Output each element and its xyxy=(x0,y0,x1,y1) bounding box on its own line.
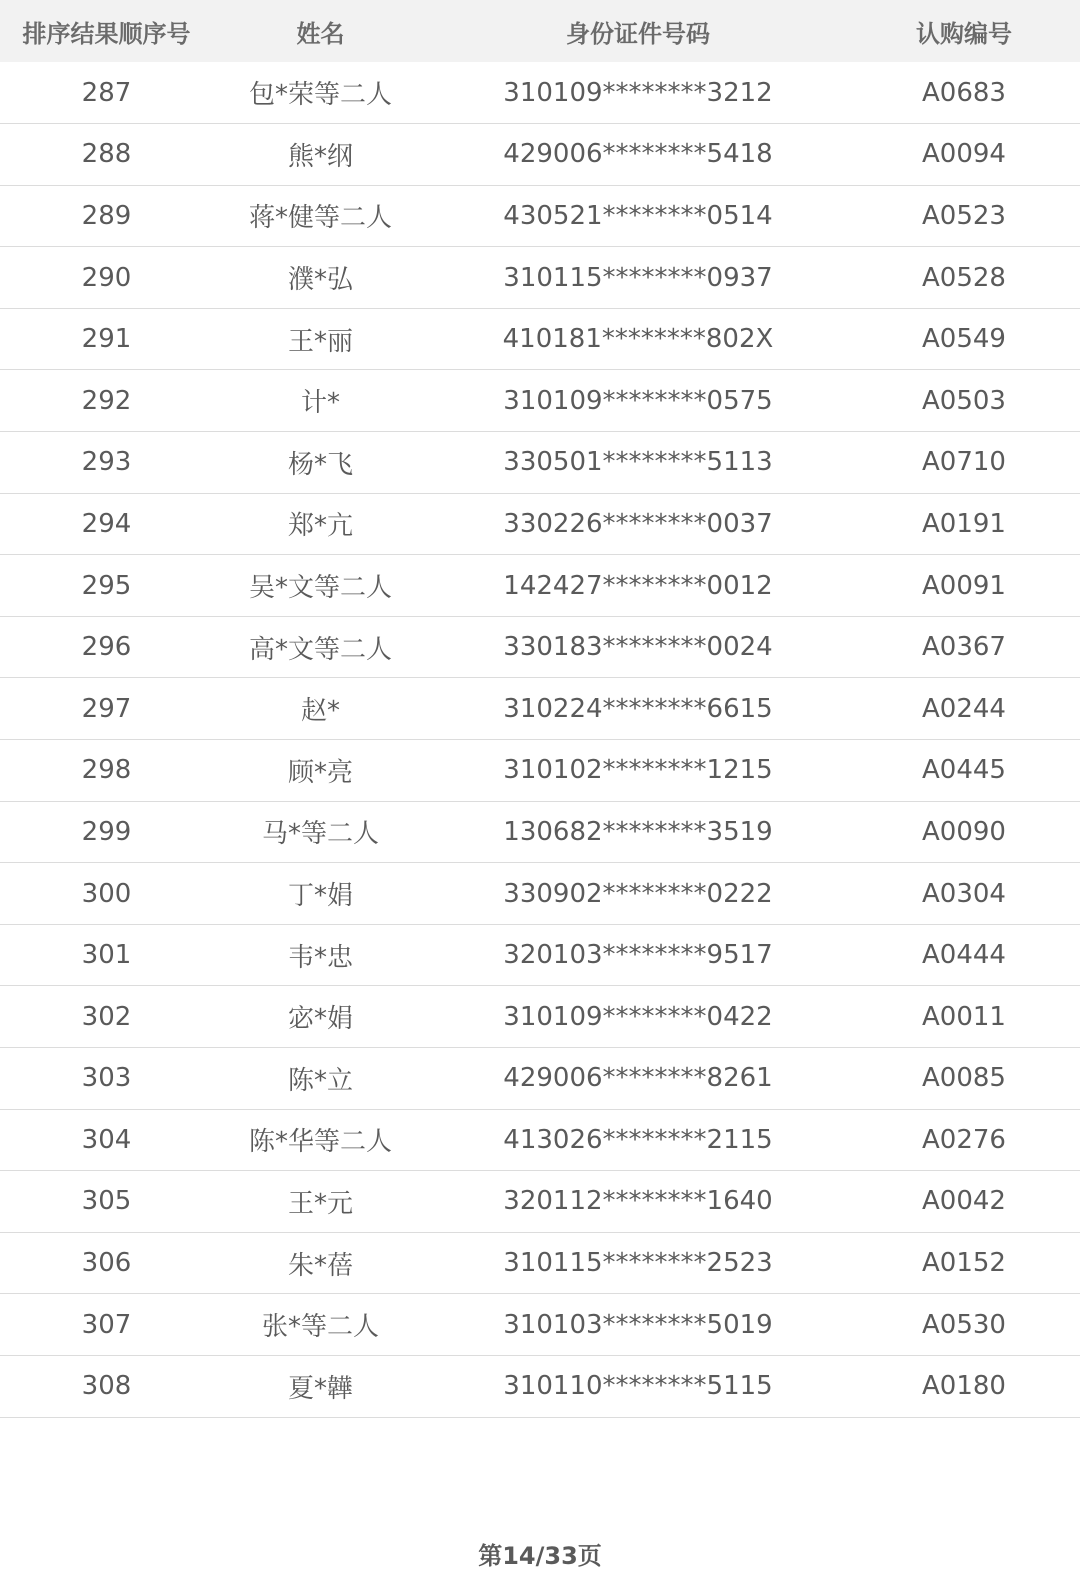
cell-name: 杨*飞 xyxy=(287,449,353,480)
cell-name: 计* xyxy=(300,388,340,419)
table-row xyxy=(0,555,1080,617)
table-row xyxy=(0,616,1080,678)
cell-rank: 292 xyxy=(81,385,132,416)
cell-subscription-number: A0244 xyxy=(922,693,1006,724)
cell-subscription-number: A0091 xyxy=(922,570,1006,601)
cell-id-number: 330183********0024 xyxy=(503,632,773,663)
cell-rank: 303 xyxy=(81,1063,132,1094)
table-row xyxy=(0,493,1080,555)
cell-subscription-number: A0180 xyxy=(922,1371,1006,1402)
cell-name: 熊*纲 xyxy=(287,141,353,172)
cell-id-number: 429006********5418 xyxy=(503,139,773,170)
table-row xyxy=(0,247,1080,309)
cell-rank: 288 xyxy=(81,139,132,170)
cell-rank: 302 xyxy=(81,1001,132,1032)
cell-name: 丁*娟 xyxy=(287,881,353,912)
header-row xyxy=(0,0,1080,62)
cell-id-number: 310109********0575 xyxy=(503,385,773,416)
table-row xyxy=(0,432,1080,494)
cell-subscription-number: A0523 xyxy=(922,200,1006,231)
cell-rank: 287 xyxy=(81,77,132,108)
header-rank: 排序结果顺序号 xyxy=(22,19,191,48)
cell-subscription-number: A0042 xyxy=(922,1186,1006,1217)
cell-subscription-number: A0085 xyxy=(922,1063,1006,1094)
cell-subscription-number: A0444 xyxy=(922,940,1006,971)
cell-subscription-number: A0090 xyxy=(922,816,1006,847)
cell-rank: 301 xyxy=(81,940,132,971)
header-id-number: 身份证件号码 xyxy=(566,19,710,48)
cell-rank: 298 xyxy=(81,755,132,786)
cell-name: 宓*娟 xyxy=(287,1004,353,1035)
cell-subscription-number: A0094 xyxy=(922,139,1006,170)
cell-id-number: 320112********1640 xyxy=(503,1186,773,1217)
table-row xyxy=(0,801,1080,863)
table-row xyxy=(0,185,1080,247)
cell-id-number: 320103********9517 xyxy=(503,940,773,971)
page-number: 第14/33页 xyxy=(478,1542,602,1570)
table-row xyxy=(0,124,1080,186)
cell-name: 王*元 xyxy=(287,1188,353,1219)
cell-rank: 290 xyxy=(81,262,132,293)
cell-id-number: 142427********0012 xyxy=(503,570,773,601)
table-row xyxy=(0,1232,1080,1294)
cell-name: 包*荣等二人 xyxy=(248,80,392,111)
table-row xyxy=(0,924,1080,986)
cell-name: 韦*忠 xyxy=(287,942,353,973)
cell-rank: 305 xyxy=(81,1186,132,1217)
cell-id-number: 330501********5113 xyxy=(503,447,773,478)
cell-name: 赵* xyxy=(300,696,340,727)
cell-subscription-number: A0367 xyxy=(922,632,1006,663)
table-row xyxy=(0,1355,1080,1417)
cell-name: 马*等二人 xyxy=(261,819,379,850)
table-row xyxy=(0,1171,1080,1233)
table-row xyxy=(0,1109,1080,1171)
cell-subscription-number: A0503 xyxy=(922,385,1006,416)
cell-subscription-number: A0276 xyxy=(922,1124,1006,1155)
header-subscription-number: 认购编号 xyxy=(916,19,1012,48)
cell-name: 蒋*健等二人 xyxy=(248,203,392,234)
cell-name: 吴*文等二人 xyxy=(248,573,392,604)
cell-rank: 304 xyxy=(81,1124,132,1155)
cell-id-number: 310224********6615 xyxy=(503,693,773,724)
cell-subscription-number: A0152 xyxy=(922,1248,1006,1279)
cell-name: 张*等二人 xyxy=(261,1312,379,1343)
cell-id-number: 310115********0937 xyxy=(503,262,773,293)
table-row xyxy=(0,678,1080,740)
cell-id-number: 430521********0514 xyxy=(503,200,773,231)
cell-id-number: 310103********5019 xyxy=(503,1309,773,1340)
cell-name: 郑*亢 xyxy=(287,511,353,542)
cell-id-number: 330226********0037 xyxy=(503,508,773,539)
cell-id-number: 130682********3519 xyxy=(503,816,773,847)
cell-rank: 307 xyxy=(81,1309,132,1340)
table-row xyxy=(0,740,1080,802)
cell-subscription-number: A0011 xyxy=(922,1001,1006,1032)
cell-subscription-number: A0445 xyxy=(922,755,1006,786)
cell-rank: 300 xyxy=(81,878,132,909)
cell-name: 濮*弘 xyxy=(287,265,353,296)
cell-rank: 308 xyxy=(81,1371,132,1402)
cell-name: 顾*亮 xyxy=(287,757,353,788)
cell-subscription-number: A0191 xyxy=(922,508,1006,539)
cell-id-number: 310109********3212 xyxy=(503,77,773,108)
cell-rank: 289 xyxy=(81,200,132,231)
cell-id-number: 310110********5115 xyxy=(503,1371,773,1402)
table-row xyxy=(0,370,1080,432)
cell-name: 夏*韡 xyxy=(287,1373,353,1404)
cell-rank: 306 xyxy=(81,1248,132,1279)
cell-id-number: 330902********0222 xyxy=(503,878,773,909)
table-row xyxy=(0,986,1080,1048)
table-row xyxy=(0,863,1080,925)
cell-id-number: 429006********8261 xyxy=(503,1063,773,1094)
table-body xyxy=(0,62,1080,1417)
cell-name: 朱*蓓 xyxy=(287,1250,353,1281)
cell-subscription-number: A0683 xyxy=(922,77,1006,108)
table-row xyxy=(0,1048,1080,1110)
cell-rank: 294 xyxy=(81,508,132,539)
cell-name: 陈*华等二人 xyxy=(248,1127,392,1158)
cell-rank: 296 xyxy=(81,632,132,663)
cell-id-number: 310102********1215 xyxy=(503,755,773,786)
header-name: 姓名 xyxy=(296,19,345,48)
cell-name: 高*文等二人 xyxy=(248,634,392,665)
cell-name: 王*丽 xyxy=(287,326,353,357)
cell-rank: 297 xyxy=(81,693,132,724)
cell-subscription-number: A0528 xyxy=(922,262,1006,293)
table-row xyxy=(0,62,1080,124)
cell-rank: 295 xyxy=(81,570,132,601)
cell-name: 陈*立 xyxy=(287,1065,353,1096)
cell-subscription-number: A0549 xyxy=(922,324,1006,355)
cell-id-number: 310109********0422 xyxy=(503,1001,773,1032)
cell-rank: 293 xyxy=(81,447,132,478)
cell-id-number: 413026********2115 xyxy=(503,1124,773,1155)
cell-id-number: 410181********802X xyxy=(502,324,774,355)
cell-id-number: 310115********2523 xyxy=(503,1248,773,1279)
table-header xyxy=(0,0,1080,62)
table-row xyxy=(0,1294,1080,1356)
cell-subscription-number: A0710 xyxy=(922,447,1006,478)
table-row xyxy=(0,308,1080,370)
cell-rank: 291 xyxy=(81,324,132,355)
cell-subscription-number: A0304 xyxy=(922,878,1006,909)
cell-rank: 299 xyxy=(81,816,132,847)
cell-subscription-number: A0530 xyxy=(922,1309,1006,1340)
